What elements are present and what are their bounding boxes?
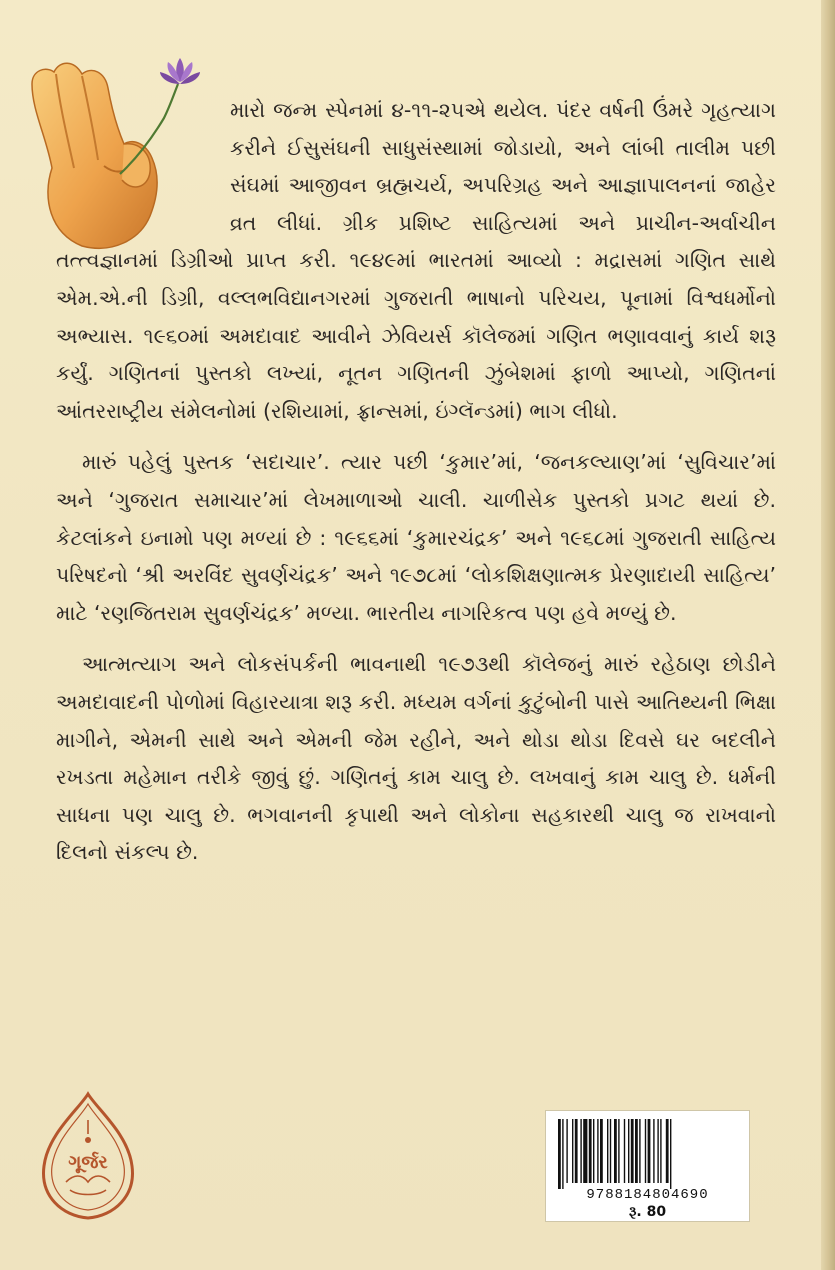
barcode-bar — [575, 1119, 578, 1183]
author-biography — [56, 92, 776, 872]
publisher-logo-text: ગૂર્જર — [68, 1152, 108, 1173]
barcode-bars — [556, 1119, 741, 1189]
bio-paragraph-1: મારો જન્મ સ્પેનમાં ૪-૧૧-૨૫એ થયેલ. પંદર વર્ષની ઉંમરે ગૃહત્યાગ કરીને ઈસુસંઘની સાધુસંસ્થામાં જોડાયો, અને લાંબી તાલીમ પછી સંઘમાં આજીવન બ્રહ્મચર્ય, અપરિગ્રહ અને આજ્ઞાપાલનનાં જાહેર વ્રત લીધાં. ગ્રીક પ્રશિષ્ટ સાહિત્યમાં અને પ્રાચીન-અર્વાચીન તત્ત્વજ્ઞાનમાં ડિગ્રીઓ પ્રાપ્ત કરી. ૧૯૪૯માં ભારતમાં આવ્યો : મદ્રાસમાં ગણિત સાથે એમ.એ.ની ડિગ્રી, વલ્લભવિદ્યાનગરમાં ગુજરાતી ભાષાનો પરિચય, પૂનામાં વિશ્વધર્મોનો અભ્યાસ. ૧૯૬૦માં અમદાવાદ આવીને ઝેવિયર્સ કૉલેજમાં ગણિત ભણાવવાનું કાર્ય શરૂ કર્યું. ગણિતનાં પુસ્તકો લખ્યાં, નૂતન ગણિતની ઝુંબેશમાં ફાળો આપ્યો, ગણિતનાં આંતરરાષ્ટ્રીય સંમેલનોમાં (રશિયામાં, ફ્રાન્સમાં, ઇંગ્લૅન્ડમાં) ભાગ લીધો. — [56, 98, 776, 423]
isbn-number: 9788184804690 — [586, 1187, 709, 1203]
barcode-bar — [607, 1119, 608, 1183]
bio-paragraph-2: મારું પહેલું પુસ્તક ‘સદાચાર’. ત્યાર પછી ‘કુમાર’માં, ‘જનકલ્યાણ’માં ‘સુવિચાર’માં અને ‘ગુજરાત સમાચાર’માં લેખમાળાઓ ચાલી. ચાળીસેક પુસ્તકો પ્રગટ થયાં છે. કેટલાંકને ઇનામો પણ મળ્યાં છે : ૧૯૬૬માં ‘કુમારચંદ્રક’ અને ૧૯૬૮માં ગુજરાતી સાહિત્ય પરિષદનો ‘શ્રી અરવિંદ સુવર્ણચંદ્રક’ અને ૧૯૭૮માં ‘લોકશિક્ષણાત્મક પ્રેરણાદાયી સાહિત્ય’ માટે ‘રણજિતરામ સુવર્ણચંદ્રક’ મળ્યા. ભારતીય નાગરિકત્વ પણ હવે મળ્યું છે. — [56, 450, 776, 625]
barcode-bar — [583, 1119, 587, 1183]
barcode-bar — [624, 1119, 625, 1183]
barcode-bar — [635, 1119, 638, 1183]
bio-paragraph-3: આત્મત્યાગ અને લોકસંપર્કની ભાવનાથી ૧૯૭૩થી કૉલેજનું મારું રહેઠાણ છોડીને અમદાવાદની પોળોમાં વિહારયાત્રા શરૂ કરી. મધ્યમ વર્ગનાં કુટુંબોની પાસે આતિથ્યની ભિક્ષા માગીને, એમની સાથે અને એમની જેમ રહીને, અને થોડા થોડા દિવસે ઘર બદલીને રખડતા મહેમાન તરીકે જીવું છું. ગણિતનું કામ ચાલુ છે. લખવાનું કામ ચાલુ છે. ધર્મની સાધના પણ ચાલુ છે. ભગવાનની કૃપાથી અને લોકોના સહકારથી ચાલુ જ રાખવાનો દિલનો સંકલ્પ છે. — [56, 652, 776, 865]
barcode-bar — [610, 1119, 611, 1183]
barcode-bar — [628, 1119, 629, 1183]
barcode-bar — [597, 1119, 598, 1183]
barcode-bar — [670, 1119, 671, 1189]
barcode-bar — [600, 1119, 603, 1183]
barcode-bar — [593, 1119, 594, 1183]
barcode-bar — [645, 1119, 646, 1183]
barcode-bar — [589, 1119, 592, 1183]
barcode-bar — [631, 1119, 634, 1183]
barcode-bar — [562, 1119, 563, 1189]
barcode-bar — [657, 1119, 658, 1183]
barcode-bar — [660, 1119, 661, 1183]
barcode-bar — [614, 1119, 617, 1183]
isbn-barcode — [545, 1110, 750, 1222]
barcode-bar — [618, 1119, 619, 1183]
barcode-bar — [648, 1119, 651, 1183]
barcode-bar — [558, 1119, 561, 1189]
barcode-bar — [580, 1119, 581, 1183]
book-spine-edge — [821, 0, 835, 1270]
price-label: રૂ. 80 — [628, 1204, 667, 1220]
barcode-bar — [572, 1119, 573, 1183]
barcode-bar — [666, 1119, 669, 1183]
barcode-bar — [566, 1119, 567, 1183]
barcode-bar — [639, 1119, 640, 1183]
barcode-bar — [653, 1119, 654, 1183]
publisher-logo — [36, 1090, 140, 1222]
